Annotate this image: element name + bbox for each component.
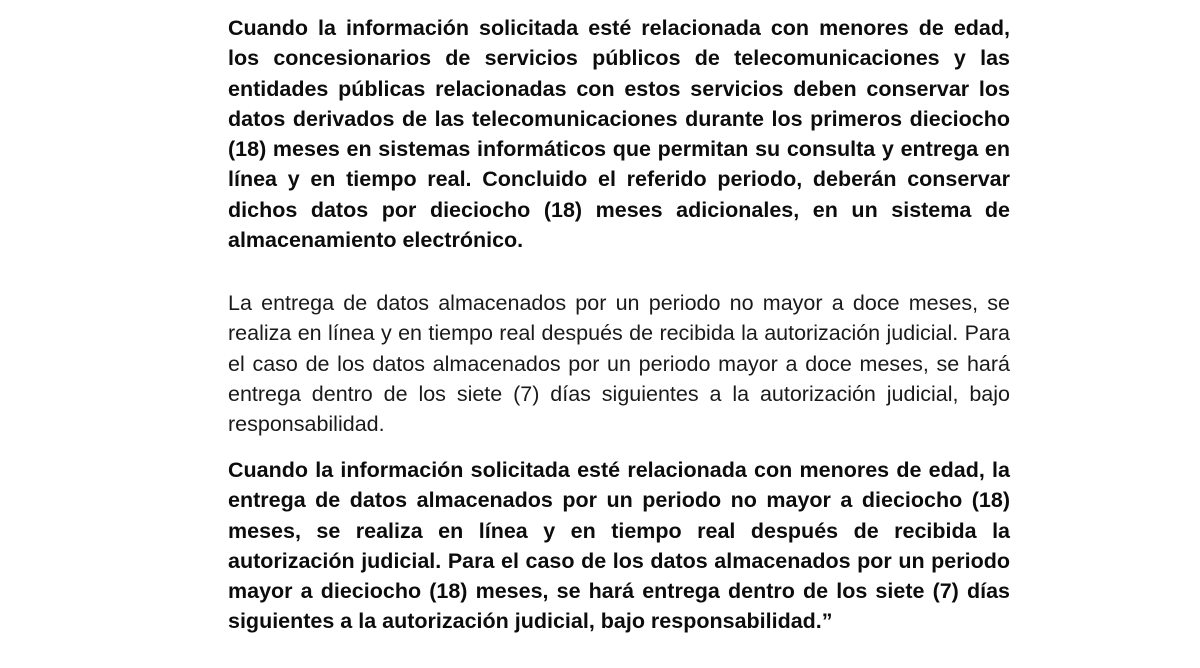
paragraph-minors-data-delivery: Cuando la información solicitada esté relacionada con menores de edad, la entrega de datos almacenados por un periodo no mayor a dieciocho (18) meses, se realiza en línea y en tiempo real después de recibida la autorización judicial. Para el caso de los datos almacenados por un periodo mayor a dieciocho (18) meses, se hará entrega dentro de los siete (7) días siguientes a la autorización judicial, bajo responsabilidad.” [228, 458, 1010, 634]
paragraph-data-delivery: La entrega de datos almacenados por un periodo no mayor a doce meses, se realiza en línea y en tiempo real después de recibida la autorización judicial. Para el caso de los datos almacenados por un periodo mayor a doce meses, se hará entrega dentro de los siete (7) días siguientes a la autorización judicial, bajo responsabilidad. [228, 291, 1010, 437]
paragraph-minors-data-retention: Cuando la información solicitada esté relacionada con menores de edad, los concesionarios de servicios públicos de telecomunicaciones y las entidades públicas relacionadas con estos servicios deben conservar los datos derivados de las telecomunicaciones durante los primeros dieciocho (18) meses en sistemas informáticos que permitan su consulta y entrega en línea y en tiempo real. Concluido el referido periodo, deberán conservar dichos datos por dieciocho (18) meses adicionales, en un sistema de almacenamiento electrónico. [228, 16, 1010, 253]
